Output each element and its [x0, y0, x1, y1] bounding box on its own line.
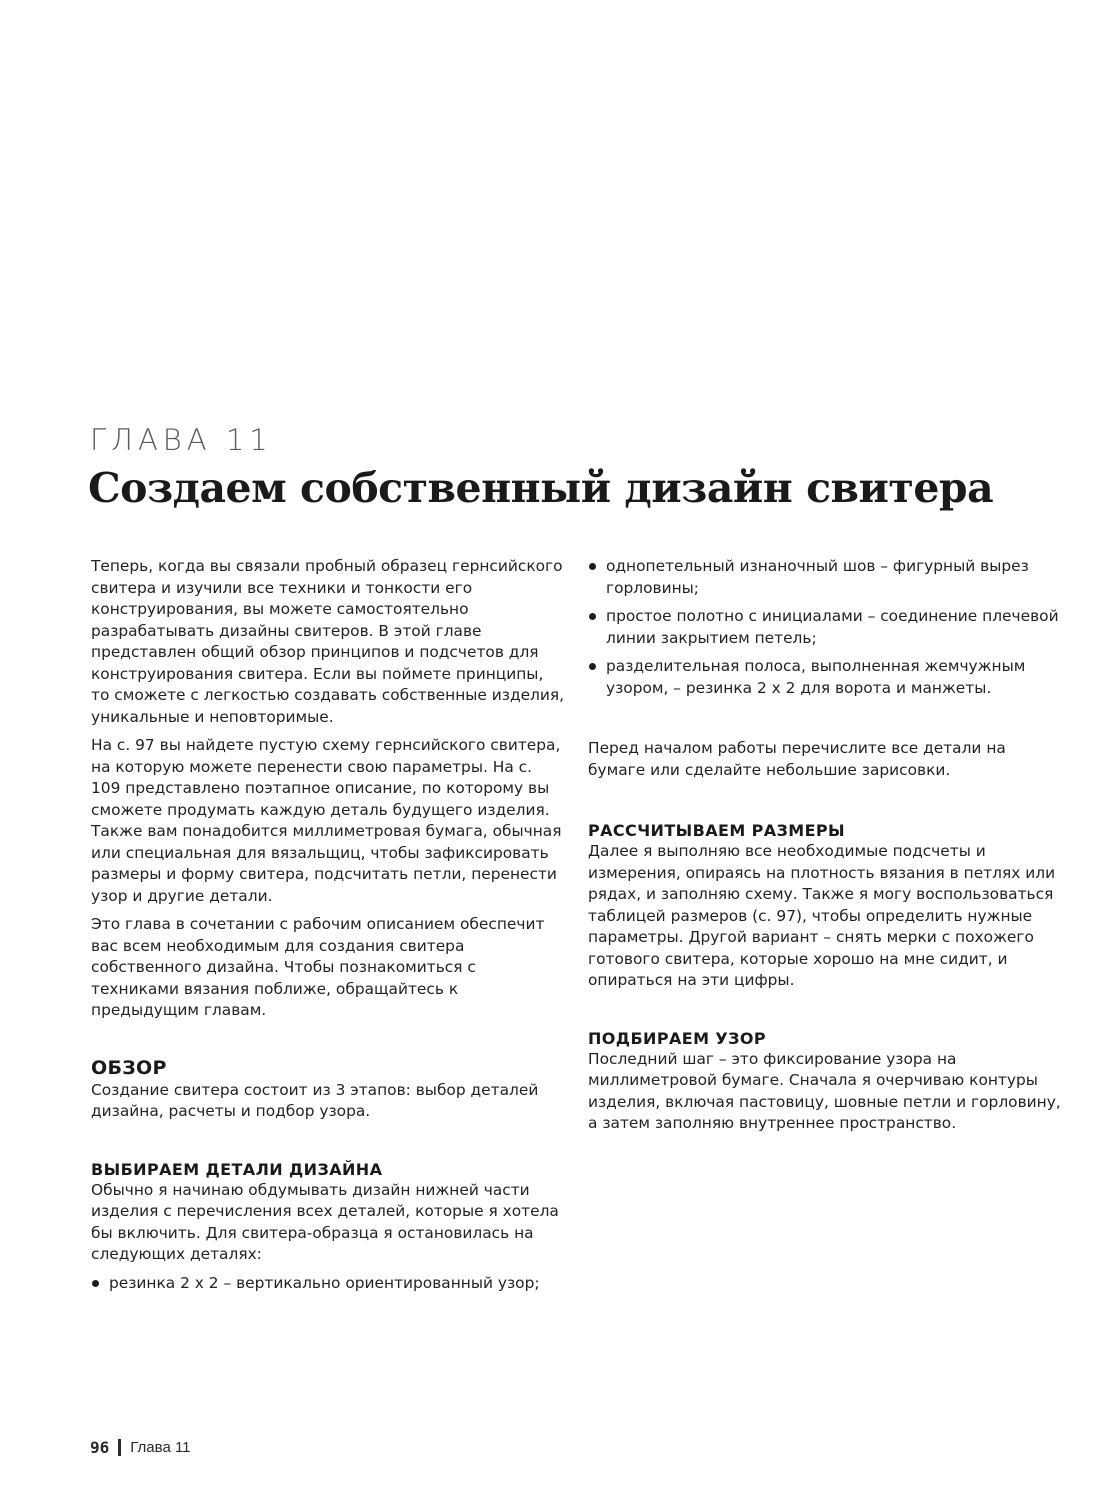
intro-paragraph: Теперь, когда вы связали пробный образец гернсийского свитера и изучили все техники и тонкости его конструирования, вы можете самостоятельно разрабатывать дизайны свитеров. В этой главе представлен общий обзор принципов и подсчетов для конструирования свитера. Если вы поймете принципы, то сможете с легкостью создавать собственные изделия, уникальные и неповторимые. — [91, 557, 565, 726]
pattern-heading: ПОДБИРАЕМ УЗОР — [588, 1028, 766, 1048]
sizes-heading: РАССЧИТЫВАЕМ РАЗМЕРЫ — [588, 821, 846, 840]
chapter-title: Создаем собственный дизайн свитера — [88, 464, 994, 512]
page-footer — [90, 1436, 191, 1458]
footer-divider — [118, 1439, 121, 1456]
bullet-icon — [589, 663, 596, 670]
bullet-icon — [589, 563, 596, 570]
right-column — [588, 556, 1063, 1142]
sizes-paragraph: Далее я выполняю все необходимые подсчеты и измерения, опираясь на плотность вязания в петлях или рядах, и заполняю схему. Также я могу воспользоваться таблицей размеров (с. 97), чтобы определить нужные параметры. Другой вариант – снять мерки с похожего готового свитера, которые хорошо на мне сидит, и опираться на эти цифры. — [588, 842, 1056, 989]
list-item-text: простое полотно с инициалами – соединение плечевой линии закрытием петель; — [606, 607, 1059, 647]
page-number: 96 — [90, 1437, 110, 1457]
footer-chapter-name: Глава 11 — [130, 1438, 191, 1456]
left-column — [91, 556, 566, 1301]
chapter-label: ГЛАВА 11 — [90, 423, 273, 457]
intro-paragraph: На с. 97 вы найдете пустую схему гернсийского свитера, на которую можете перенести свою параметры. На с. 109 представлено поэтапное описание, по которому вы сможете продумать каждую деталь будущего изделия. Также вам понадобится миллиметровая бумага, обычная или специальная для вязальщиц, чтобы зафиксировать размеры и форму свитера, подсчитать петли, перенести узор и другие детали. — [91, 736, 562, 905]
design-details-heading: ВЫБИРАЕМ ДЕТАЛИ ДИЗАЙНА — [91, 1159, 383, 1179]
bullet-icon — [92, 1280, 99, 1287]
pattern-paragraph: Последний шаг – это фиксирование узора на миллиметровой бумаге. Сначала я очерчиваю контуры изделия, включая пастовицу, шовные петли и горловину, а затем заполняю внутреннее пространство. — [588, 1049, 1061, 1132]
overview-paragraph: Создание свитера состоит из 3 этапов: выбор деталей дизайна, расчеты и подбор узора. — [91, 1080, 539, 1120]
before-work-paragraph: Перед началом работы перечислите все детали на бумаге или сделайте небольшие зарисовки. — [588, 739, 1006, 779]
list-item — [91, 1273, 566, 1295]
list-item — [588, 556, 1063, 599]
intro-paragraph: Это глава в сочетании с рабочим описанием обеспечит вас всем необходимым для создания свитера собственного дизайна. Чтобы познакомиться с техниками вязания поближе, обращайтесь к предыдущим главам. — [91, 915, 545, 1019]
list-item-text: однопетельный изнаночный шов – фигурный вырез горловины; — [606, 557, 1029, 597]
list-item-text: разделительная полоса, выполненная жемчужным узором, – резинка 2 х 2 для ворота и манжеты. — [606, 657, 1026, 697]
overview-heading: ОБЗОР — [91, 1056, 167, 1079]
list-item-text: резинка 2 х 2 – вертикально ориентированный узор; — [109, 1273, 540, 1292]
list-item — [588, 606, 1063, 649]
design-details-paragraph: Обычно я начинаю обдумывать дизайн нижней части изделия с перечисления всех деталей, которые я хотела бы включить. Для свитера-образца я остановилась на следующих деталях: — [91, 1180, 559, 1263]
bullet-icon — [589, 613, 596, 620]
list-item — [588, 656, 1063, 699]
